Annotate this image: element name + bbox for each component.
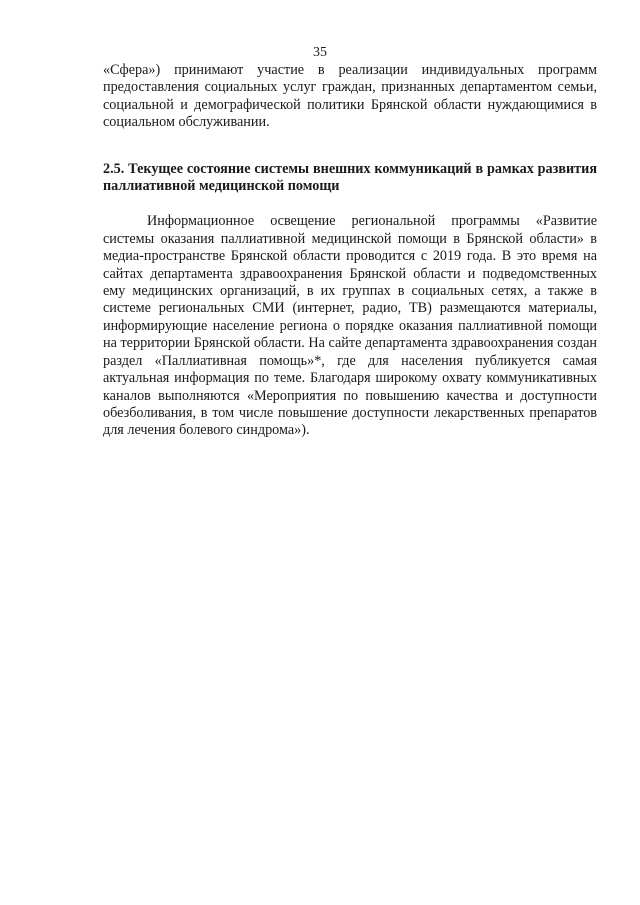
- page-number: 35: [313, 45, 327, 60]
- page-content: [103, 62, 597, 440]
- continuation-paragraph: «Сфера») принимают участие в реализации индивидуальных программ предоставления социальных услуг граждан, признанных департаментом семьи, социальной и демографической политики Брянской области нуждающимися в социальном обслуживании.: [103, 62, 597, 131]
- body-paragraph: Информационное освещение региональной программы «Развитие системы оказания паллиативной медицинской помощи в Брянской области» в медиа-пространстве Брянской области проводится с 2019 года. В это время на сайтах департамента здравоохранения Брянской области и подведомственных ему медицинских организаций, в их группах в социальных сетях, а также в системе региональных СМИ (интернет, радио, ТВ) размещаются материалы, информирующие население региона о порядке оказания паллиативной помощи на территории Брянской области. На сайте департамента здравоохранения создан раздел «Паллиативная помощь»*, где для населения публикуется самая актуальная информация по теме. Благодаря широкому охвату коммуникативных каналов выполняются «Мероприятия по повышению качества и доступности обезболивания, в том числе повышение доступности лекарственных препаратов для лечения болевого синдрома»).: [103, 213, 597, 439]
- section-heading: 2.5. Текущее состояние системы внешних коммуникаций в рамках развития паллиативной медицинской помощи: [103, 160, 597, 195]
